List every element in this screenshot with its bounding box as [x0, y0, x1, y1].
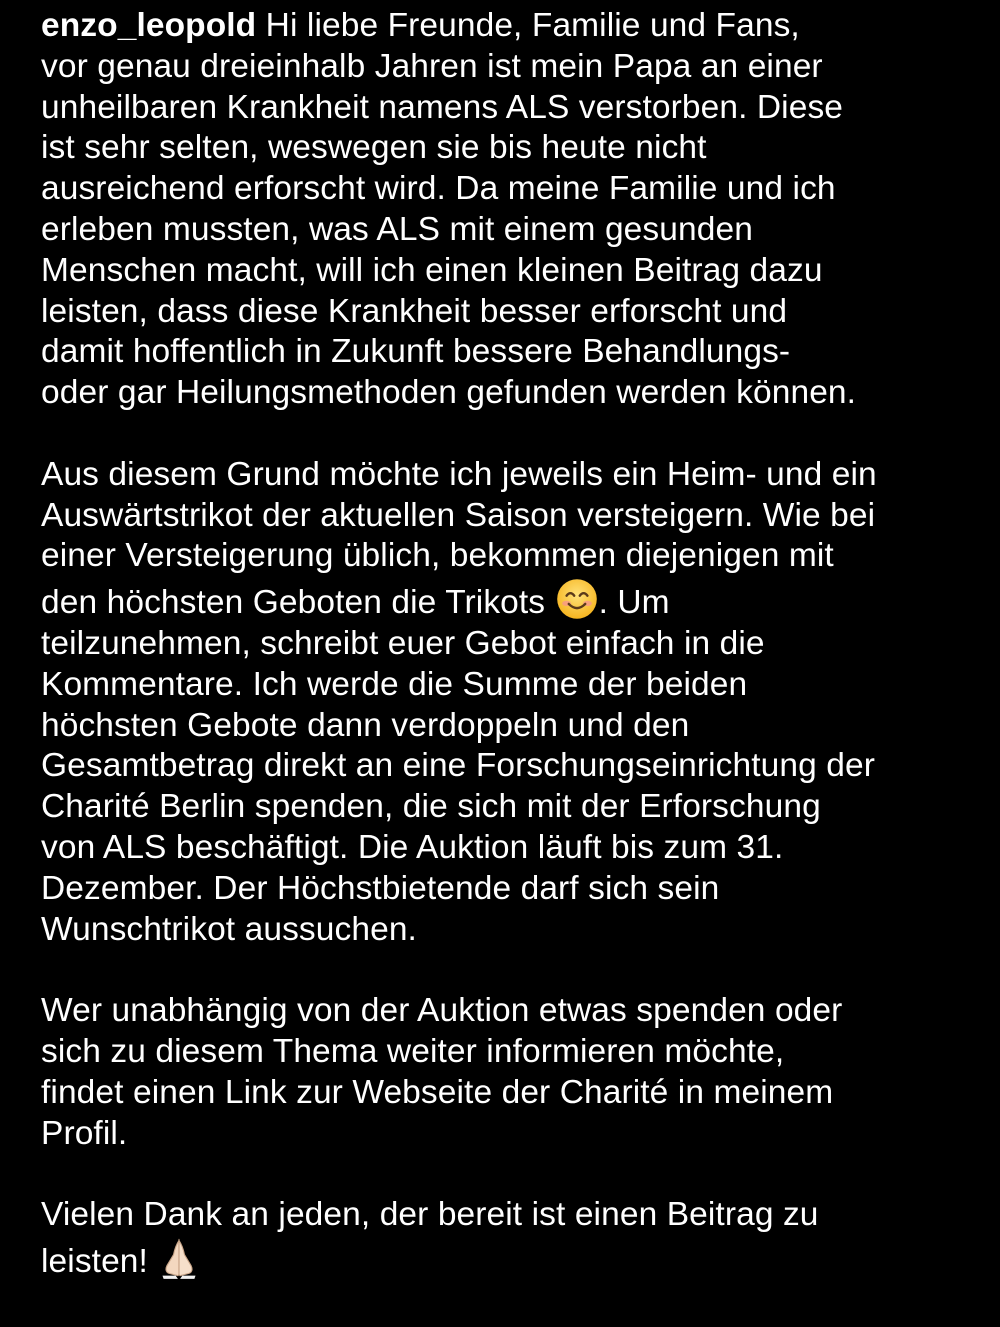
caption-line: damit hoffentlich in Zukunft bessere Behandlungs-: [41, 333, 791, 371]
caption-line: vor genau dreieinhalb Jahren ist mein Papa an einer: [41, 47, 823, 85]
caption-line: teilzunehmen, schreibt euer Gebot einfach in die: [41, 624, 765, 662]
caption-line: Gesamtbetrag direkt an eine Forschungseinrichtung der: [41, 747, 875, 785]
caption-line: erleben mussten, was ALS mit einem gesunden: [41, 210, 753, 248]
caption-line: Dezember. Der Höchstbietende darf sich sein: [41, 869, 720, 907]
smiling-face-emoji-icon: [555, 577, 599, 621]
caption-line: findet einen Link zur Webseite der Charité in meinem: [41, 1073, 834, 1111]
caption-text: den höchsten Geboten die Trikots: [41, 584, 555, 622]
caption-line-with-emoji: [41, 577, 971, 624]
caption-text: . Um: [598, 584, 670, 622]
caption-paragraph-1: [41, 6, 971, 414]
caption-line: ist sehr selten, weswegen sie bis heute nicht: [41, 129, 707, 167]
caption-line: Menschen macht, will ich einen kleinen Beitrag dazu: [41, 251, 823, 289]
caption-line: sich zu diesem Thema weiter informieren möchte,: [41, 1032, 785, 1070]
caption-line: Wunschtrikot aussuchen.: [41, 910, 417, 948]
caption-line: von ALS beschäftigt. Die Auktion läuft bis zum 31.: [41, 828, 784, 866]
caption-line: Vielen Dank an jeden, der bereit ist einen Beitrag zu: [41, 1196, 819, 1234]
caption-paragraph-3: [41, 991, 971, 1154]
caption-line: Charité Berlin spenden, die sich mit der Erforschung: [41, 788, 821, 826]
caption-line: Profil.: [41, 1114, 128, 1152]
caption-line: Aus diesem Grund möchte ich jeweils ein Heim- und ein: [41, 455, 877, 493]
caption-line: unheilbaren Krankheit namens ALS verstorben. Diese: [41, 88, 844, 126]
post-caption: [41, 6, 971, 1283]
caption-line: Kommentare. Ich werde die Summe der beiden: [41, 665, 748, 703]
caption-line: leisten, dass diese Krankheit besser erforscht und: [41, 292, 788, 330]
caption-line: höchsten Gebote dann verdoppeln und den: [41, 706, 690, 744]
caption-first-line: [41, 6, 971, 47]
caption-line-with-emoji: [41, 1236, 971, 1283]
caption-line: Wer unabhängig von der Auktion etwas spenden oder: [41, 992, 843, 1030]
caption-line: einer Versteigerung üblich, bekommen diejenigen mit: [41, 537, 834, 575]
caption-line: Auswärtstrikot der aktuellen Saison versteigern. Wie bei: [41, 496, 876, 534]
caption-line: oder gar Heilungsmethoden gefunden werden können.: [41, 374, 857, 412]
username-link[interactable]: enzo_leopold: [41, 7, 257, 44]
folded-hands-emoji-icon: [157, 1236, 201, 1280]
greeting-text: Hi liebe Freunde, Familie und Fans,: [256, 7, 800, 44]
caption-text: leisten!: [41, 1242, 158, 1280]
caption-paragraph-4: [41, 1195, 971, 1283]
caption-paragraph-2: [41, 455, 971, 951]
caption-line: ausreichend erforscht wird. Da meine Familie und ich: [41, 170, 836, 208]
